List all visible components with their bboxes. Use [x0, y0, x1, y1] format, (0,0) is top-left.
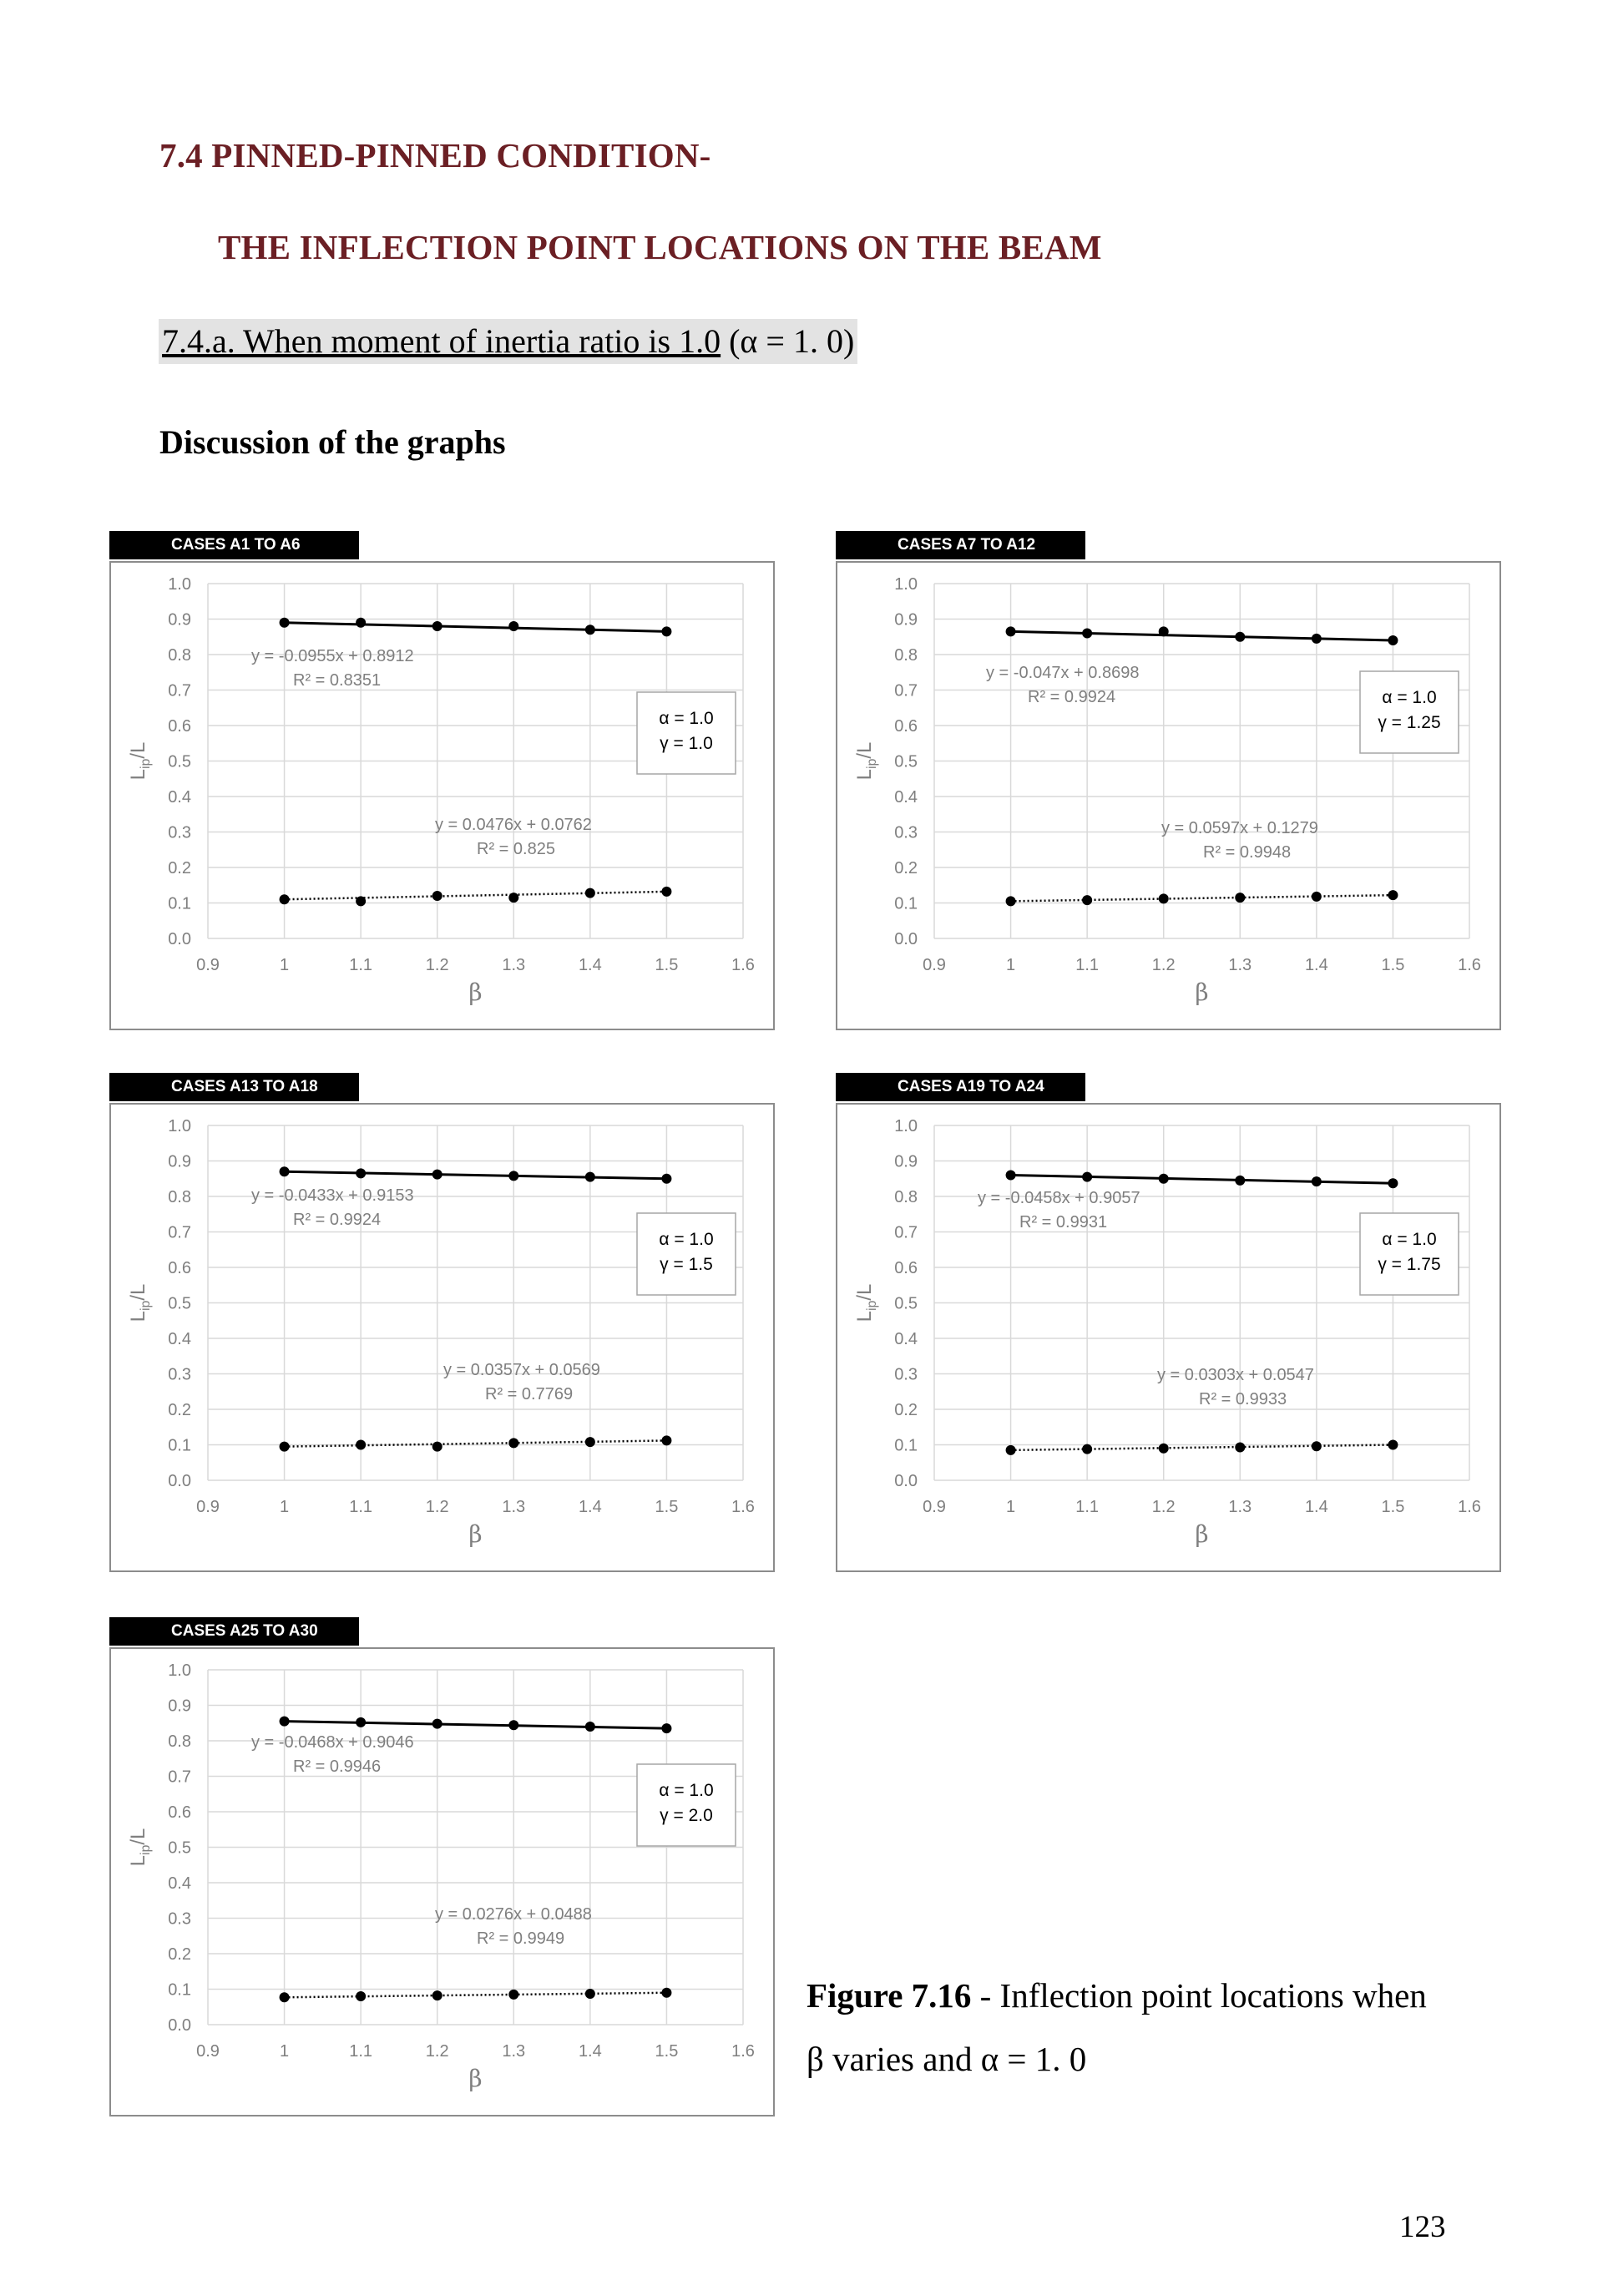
data-point [1312, 1441, 1322, 1451]
x-axis-label: β [1195, 979, 1209, 1006]
x-axis-label: β [1195, 1520, 1209, 1548]
y-tick-label: 0.9 [894, 1152, 918, 1171]
data-point [661, 626, 671, 636]
figure-caption-text: - Inflection point locations when β varies and α = 1. 0 [807, 1976, 1427, 2078]
x-tick-label: 1.2 [425, 956, 449, 974]
data-point [1235, 632, 1245, 642]
data-point [1388, 1178, 1398, 1188]
x-tick-label: 1.6 [1458, 1498, 1481, 1516]
x-tick-label: 1.1 [349, 956, 373, 974]
trendline-r2: R² = 0.9948 [1203, 843, 1292, 862]
section-heading-subtitle: THE INFLECTION POINT LOCATIONS ON THE BEAM [218, 228, 1102, 266]
y-tick-label: 0.9 [168, 1152, 191, 1171]
chart-tab-label: CASES A1 TO A6 [109, 531, 359, 559]
x-tick-label: 1.3 [502, 2042, 526, 2061]
y-tick-label: 0.7 [894, 681, 918, 700]
chart-tab-label: CASES A25 TO A30 [109, 1617, 359, 1646]
data-point [661, 1723, 671, 1733]
data-point [585, 1989, 595, 1999]
trendline-r2: R² = 0.8351 [293, 671, 382, 690]
data-point [1006, 896, 1016, 906]
chart-tab-label: CASES A19 TO A24 [836, 1073, 1085, 1101]
trendline-r2: R² = 0.9924 [1028, 688, 1116, 706]
y-tick-label: 0.4 [168, 1330, 191, 1348]
y-tick-label: 0.2 [894, 1401, 918, 1419]
data-point [1312, 892, 1322, 902]
subsection-heading-math: (α = 1. 0) [721, 322, 855, 360]
trendline-equation: y = -0.047x + 0.8698 [986, 664, 1140, 682]
data-point [356, 1168, 366, 1178]
parameter-box [637, 1764, 736, 1846]
trendline-equation: y = 0.0276x + 0.0488 [435, 1905, 592, 1924]
data-point [1006, 626, 1016, 636]
figure-caption [807, 1964, 1441, 2091]
trendline-equation: y = -0.0468x + 0.9046 [251, 1733, 414, 1752]
y-tick-label: 0.0 [168, 930, 191, 948]
data-point [1159, 626, 1169, 636]
trendline-r2: R² = 0.9949 [477, 1929, 565, 1948]
x-tick-label: 1.4 [578, 956, 602, 974]
trendline-r2: R² = 0.825 [477, 840, 555, 858]
data-point [356, 1440, 366, 1450]
chart-svg [109, 531, 775, 1030]
data-point [356, 1717, 366, 1727]
x-axis-label: β [468, 979, 483, 1006]
x-tick-label: 1 [1006, 1498, 1016, 1516]
x-tick-label: 1.3 [1228, 1498, 1252, 1516]
y-tick-label: 0.0 [894, 930, 918, 948]
x-tick-label: 1.5 [1381, 956, 1405, 974]
x-tick-label: 1.3 [1228, 956, 1252, 974]
y-tick-label: 0.4 [168, 788, 191, 807]
x-tick-label: 1.6 [731, 956, 755, 974]
y-axis-label: $L_{ip}/L$ [853, 741, 879, 781]
trendline-equation: y = 0.0303x + 0.0547 [1157, 1366, 1314, 1384]
x-tick-label: 1.3 [502, 956, 526, 974]
trendline-equation: y = 0.0597x + 0.1279 [1161, 819, 1318, 837]
y-tick-label: 0.8 [168, 1188, 191, 1206]
trendline-equation: y = 0.0357x + 0.0569 [443, 1361, 600, 1379]
parameter-label: γ = 1.0 [660, 734, 713, 753]
y-tick-label: 0.6 [168, 717, 191, 736]
data-point [432, 1170, 442, 1180]
chart-panel [109, 531, 775, 1030]
y-tick-label: 0.7 [168, 681, 191, 700]
figure-caption-label: Figure 7.16 [807, 1976, 972, 2015]
y-tick-label: 0.7 [168, 1223, 191, 1242]
chart-svg [109, 1617, 775, 2116]
x-tick-label: 1.1 [349, 2042, 373, 2061]
y-tick-label: 0.9 [894, 610, 918, 630]
x-tick-label: 1.5 [655, 956, 679, 974]
data-point [1388, 635, 1398, 645]
chart-tab-label: CASES A7 TO A12 [836, 531, 1085, 559]
data-point [280, 1166, 290, 1176]
y-tick-label: 0.6 [168, 1259, 191, 1277]
y-tick-label: 0.4 [168, 1874, 191, 1893]
data-point [432, 621, 442, 631]
y-tick-label: 0.0 [168, 1472, 191, 1490]
data-point [661, 1174, 671, 1184]
x-tick-label: 1.6 [731, 2042, 755, 2061]
parameter-box [1360, 671, 1459, 753]
data-point [1159, 1174, 1169, 1184]
parameter-box [637, 1213, 736, 1295]
chart-panel [836, 1073, 1501, 1572]
data-point [1082, 1444, 1092, 1454]
y-tick-label: 0.6 [168, 1803, 191, 1822]
y-tick-label: 0.0 [894, 1472, 918, 1490]
parameter-box [637, 692, 736, 774]
y-tick-label: 0.5 [894, 1294, 918, 1313]
data-point [585, 625, 595, 635]
data-point [432, 1442, 442, 1452]
x-tick-label: 0.9 [196, 1498, 220, 1516]
x-axis-label: β [468, 2065, 483, 2092]
subsection-heading-text: 7.4.a. When moment of inertia ratio is 1.0 [162, 322, 721, 360]
trendline-equation: y = -0.0955x + 0.8912 [251, 647, 414, 665]
x-tick-label: 1.4 [1304, 1498, 1328, 1516]
x-tick-label: 1 [280, 1498, 290, 1516]
data-point [356, 618, 366, 628]
page-number: 123 [1399, 2210, 1446, 2244]
data-point [1082, 629, 1092, 639]
y-tick-label: 0.5 [894, 752, 918, 771]
data-point [1388, 1440, 1398, 1450]
chart-panel [836, 531, 1501, 1030]
subsection-heading [159, 319, 857, 364]
y-tick-label: 1.0 [894, 575, 918, 594]
data-point [432, 1990, 442, 2000]
chart-svg [109, 1073, 775, 1572]
y-tick-label: 1.0 [168, 575, 191, 594]
x-tick-label: 1.1 [349, 1498, 373, 1516]
data-point [432, 891, 442, 901]
y-axis-label: $L_{ip}/L$ [127, 1828, 153, 1867]
data-point [1006, 1445, 1016, 1455]
x-tick-label: 1 [1006, 956, 1016, 974]
data-point [356, 896, 366, 906]
data-point [585, 1722, 595, 1732]
x-tick-label: 0.9 [923, 1498, 946, 1516]
parameter-label: α = 1.0 [659, 709, 714, 728]
x-tick-label: 0.9 [923, 956, 946, 974]
x-tick-label: 0.9 [196, 2042, 220, 2061]
data-point [508, 1990, 518, 2000]
data-point [508, 1171, 518, 1181]
data-point [1082, 1172, 1092, 1182]
x-tick-label: 1.1 [1075, 956, 1100, 974]
y-tick-label: 0.3 [168, 1909, 191, 1929]
y-tick-label: 0.5 [168, 1294, 191, 1313]
x-tick-label: 1.4 [578, 2042, 602, 2061]
x-tick-label: 1.6 [1458, 956, 1481, 974]
y-tick-label: 0.3 [168, 823, 191, 842]
x-tick-label: 0.9 [196, 956, 220, 974]
section-heading: 7.4 PINNED-PINNED CONDITION- [159, 136, 711, 174]
data-point [280, 1442, 290, 1452]
data-point [661, 887, 671, 897]
data-point [1235, 893, 1245, 903]
y-axis-label: $L_{ip}/L$ [127, 1283, 153, 1322]
data-point [585, 1437, 595, 1447]
y-tick-label: 0.6 [894, 1259, 918, 1277]
data-point [508, 893, 518, 903]
y-tick-label: 0.1 [168, 1980, 191, 2000]
y-axis-label: $L_{ip}/L$ [127, 741, 153, 781]
chart-svg [836, 531, 1501, 1030]
data-point [508, 1438, 518, 1448]
y-tick-label: 0.6 [894, 717, 918, 736]
x-axis-label: β [468, 1520, 483, 1548]
parameter-label: γ = 1.75 [1378, 1255, 1441, 1274]
data-point [508, 621, 518, 631]
data-point [1235, 1442, 1245, 1452]
data-point [280, 1717, 290, 1727]
discussion-title: Discussion of the graphs [159, 423, 506, 461]
data-point [280, 1992, 290, 2002]
data-point [280, 618, 290, 628]
data-point [585, 1172, 595, 1182]
y-tick-label: 1.0 [168, 1117, 191, 1135]
data-point [280, 894, 290, 904]
y-tick-label: 0.2 [168, 859, 191, 877]
data-point [432, 1719, 442, 1729]
y-tick-label: 0.2 [894, 859, 918, 877]
data-point [1312, 634, 1322, 644]
x-tick-label: 1.3 [502, 1498, 526, 1516]
x-tick-label: 1.6 [731, 1498, 755, 1516]
y-tick-label: 0.3 [894, 823, 918, 842]
x-tick-label: 1 [280, 956, 290, 974]
x-tick-label: 1 [280, 2042, 290, 2061]
y-tick-label: 0.5 [168, 752, 191, 771]
chart-tab-label: CASES A13 TO A18 [109, 1073, 359, 1101]
y-tick-label: 0.0 [168, 2016, 191, 2035]
parameter-label: γ = 1.5 [660, 1255, 713, 1274]
data-point [1082, 895, 1092, 905]
y-tick-label: 1.0 [894, 1117, 918, 1135]
y-tick-label: 1.0 [168, 1661, 191, 1680]
parameter-label: α = 1.0 [659, 1781, 714, 1800]
data-point [1159, 1444, 1169, 1454]
data-point [661, 1988, 671, 1998]
chart-svg [836, 1073, 1501, 1572]
parameter-label: α = 1.0 [659, 1230, 714, 1249]
y-tick-label: 0.5 [168, 1838, 191, 1858]
x-tick-label: 1.2 [1151, 956, 1176, 974]
data-point [585, 888, 595, 898]
parameter-box [1360, 1213, 1459, 1295]
trendline-equation: y = 0.0476x + 0.0762 [435, 816, 592, 834]
chart-panel [109, 1617, 775, 2116]
data-point [1159, 893, 1169, 903]
y-tick-label: 0.1 [168, 1436, 191, 1455]
x-tick-label: 1.2 [425, 1498, 449, 1516]
x-tick-label: 1.2 [425, 2042, 449, 2061]
y-tick-label: 0.8 [894, 1188, 918, 1206]
data-point [1312, 1176, 1322, 1186]
y-tick-label: 0.4 [894, 1330, 918, 1348]
x-tick-label: 1.4 [578, 1498, 602, 1516]
trendline-equation: y = -0.0433x + 0.9153 [251, 1186, 414, 1205]
data-point [1388, 890, 1398, 900]
data-point [1235, 1176, 1245, 1186]
y-tick-label: 0.1 [168, 894, 191, 913]
chart-panel [109, 1073, 775, 1572]
x-tick-label: 1.5 [1381, 1498, 1405, 1516]
parameter-label: α = 1.0 [1382, 1230, 1437, 1249]
y-tick-label: 0.7 [894, 1223, 918, 1242]
y-tick-label: 0.1 [894, 894, 918, 913]
data-point [508, 1720, 518, 1730]
y-tick-label: 0.8 [168, 646, 191, 665]
x-tick-label: 1.4 [1304, 956, 1328, 974]
trendline-r2: R² = 0.9946 [293, 1757, 382, 1776]
y-tick-label: 0.9 [168, 1697, 191, 1716]
parameter-label: α = 1.0 [1382, 688, 1437, 707]
y-tick-label: 0.8 [168, 1732, 191, 1751]
x-tick-label: 1.5 [655, 2042, 679, 2061]
x-tick-label: 1.5 [655, 1498, 679, 1516]
trendline-equation: y = -0.0458x + 0.9057 [978, 1189, 1140, 1207]
y-tick-label: 0.1 [894, 1436, 918, 1455]
y-tick-label: 0.3 [168, 1365, 191, 1384]
x-tick-label: 1.1 [1075, 1498, 1100, 1516]
trendline-r2: R² = 0.9931 [1019, 1213, 1108, 1231]
y-tick-label: 0.4 [894, 788, 918, 807]
data-point [1006, 1171, 1016, 1181]
y-tick-label: 0.3 [894, 1365, 918, 1384]
y-tick-label: 0.2 [168, 1401, 191, 1419]
trendline-r2: R² = 0.7769 [485, 1385, 574, 1403]
y-tick-label: 0.2 [168, 1945, 191, 1964]
parameter-label: γ = 2.0 [660, 1806, 713, 1825]
trendline-r2: R² = 0.9924 [293, 1211, 382, 1229]
data-point [661, 1435, 671, 1445]
data-point [356, 1991, 366, 2001]
y-tick-label: 0.7 [168, 1768, 191, 1787]
trendline-r2: R² = 0.9933 [1199, 1390, 1287, 1408]
x-tick-label: 1.2 [1151, 1498, 1176, 1516]
y-tick-label: 0.9 [168, 610, 191, 630]
y-tick-label: 0.8 [894, 646, 918, 665]
parameter-label: γ = 1.25 [1378, 713, 1441, 732]
y-axis-label: $L_{ip}/L$ [853, 1283, 879, 1322]
